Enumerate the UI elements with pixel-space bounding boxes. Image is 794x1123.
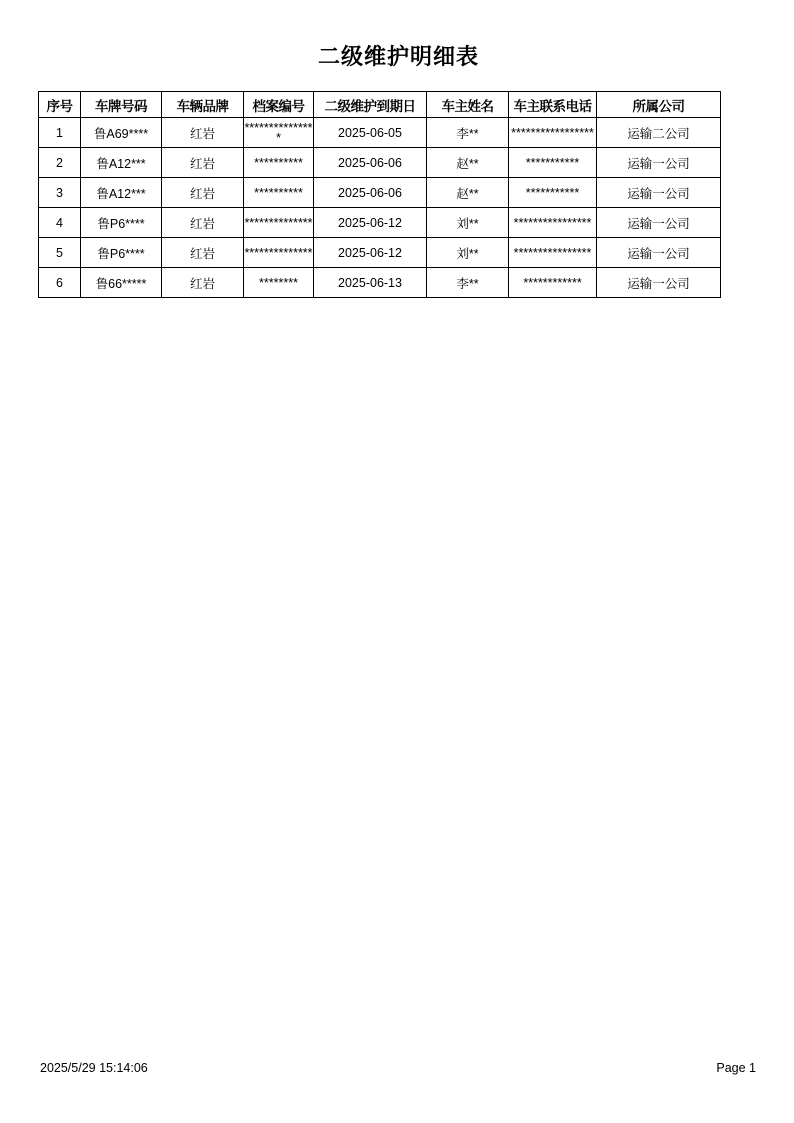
table-row [39, 148, 721, 178]
cell-phone: *********** [509, 148, 597, 178]
cell-brand: 红岩 [162, 238, 244, 268]
table-header-row [39, 92, 721, 118]
cell-owner: 刘** [427, 238, 509, 268]
header-owner: 车主姓名 [427, 92, 509, 118]
cell-index: 4 [39, 208, 81, 238]
cell-company: 运输二公司 [597, 118, 721, 148]
cell-owner: 李** [427, 118, 509, 148]
cell-due-date: 2025-06-06 [314, 178, 427, 208]
table-row [39, 208, 721, 238]
cell-index: 3 [39, 178, 81, 208]
cell-plate: 鲁P6**** [81, 208, 162, 238]
cell-file-no: *************** [244, 118, 314, 148]
cell-company: 运输一公司 [597, 268, 721, 298]
cell-index: 5 [39, 238, 81, 268]
cell-plate: 鲁A12*** [81, 148, 162, 178]
cell-file-no: ********** [244, 178, 314, 208]
cell-brand: 红岩 [162, 118, 244, 148]
table-row [39, 238, 721, 268]
cell-plate: 鲁A69**** [81, 118, 162, 148]
cell-due-date: 2025-06-12 [314, 238, 427, 268]
cell-index: 1 [39, 118, 81, 148]
header-due-date: 二级维护到期日 [314, 92, 427, 118]
cell-company: 运输一公司 [597, 148, 721, 178]
header-brand: 车辆品牌 [162, 92, 244, 118]
cell-phone: **************** [509, 208, 597, 238]
cell-file-no: ********** [244, 148, 314, 178]
cell-phone: ***************** [509, 118, 597, 148]
cell-company: 运输一公司 [597, 208, 721, 238]
cell-owner: 赵** [427, 178, 509, 208]
cell-owner: 刘** [427, 208, 509, 238]
cell-index: 2 [39, 148, 81, 178]
page-title: 二级维护明细表 [317, 44, 479, 70]
cell-phone: **************** [509, 238, 597, 268]
print-timestamp: 2025/5/29 15:14:06 [40, 1061, 148, 1075]
header-index: 序号 [39, 92, 81, 118]
cell-file-no: ******** [244, 268, 314, 298]
cell-brand: 红岩 [162, 178, 244, 208]
cell-brand: 红岩 [162, 208, 244, 238]
cell-due-date: 2025-06-06 [314, 148, 427, 178]
cell-brand: 红岩 [162, 268, 244, 298]
cell-owner: 李** [427, 268, 509, 298]
cell-company: 运输一公司 [597, 238, 721, 268]
table-row [39, 118, 721, 148]
page-number: Page 1 [716, 1061, 756, 1075]
cell-file-no: ************** [244, 208, 314, 238]
table-row [39, 178, 721, 208]
cell-due-date: 2025-06-12 [314, 208, 427, 238]
cell-owner: 赵** [427, 148, 509, 178]
header-plate: 车牌号码 [81, 92, 162, 118]
cell-due-date: 2025-06-05 [314, 118, 427, 148]
cell-plate: 鲁A12*** [81, 178, 162, 208]
cell-brand: 红岩 [162, 148, 244, 178]
cell-company: 运输一公司 [597, 178, 721, 208]
cell-due-date: 2025-06-13 [314, 268, 427, 298]
cell-file-no: ************** [244, 238, 314, 268]
table-row [39, 268, 721, 298]
cell-phone: ************ [509, 268, 597, 298]
header-phone: 车主联系电话 [509, 92, 597, 118]
cell-index: 6 [39, 268, 81, 298]
header-file-no: 档案编号 [244, 92, 314, 118]
cell-plate: 鲁P6**** [81, 238, 162, 268]
cell-plate: 鲁66***** [81, 268, 162, 298]
cell-phone: *********** [509, 178, 597, 208]
header-company: 所属公司 [597, 92, 721, 118]
maintenance-table [38, 91, 721, 298]
